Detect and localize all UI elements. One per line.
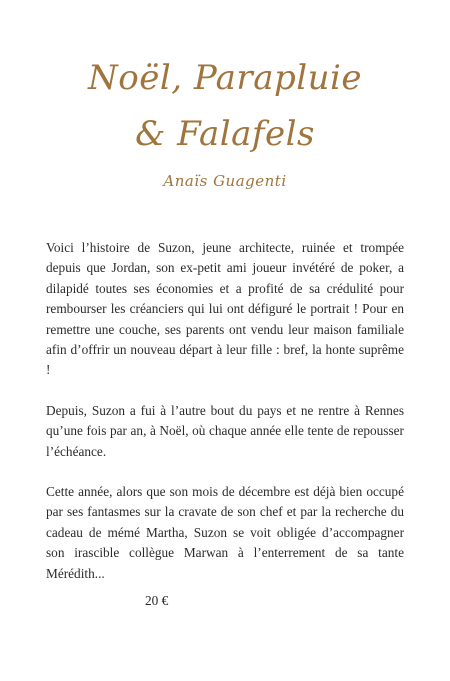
summary-paragraph-2: Depuis, Suzon a fui à l’autre bout du pays et ne rentre à Rennes qu’une fois par an, à Noël, où chaque année elle tente de repousser l’échéance. [46, 402, 404, 459]
book-title [0, 50, 450, 162]
price-label: 20 € [145, 593, 169, 608]
summary-paragraph-3: Cette année, alors que son mois de décembre est déjà bien occupé par ses fantasmes sur la cravate de son chef et par la recherche du cadeau de mémé Martha, Suzon se voit obligée d’accompagner son irascible collègue Marwan à l’enterrement de sa tante Mérédith... [46, 484, 404, 581]
summary-paragraph-1: Voici l’histoire de Suzon, jeune architecte, ruinée et trompée depuis que Jordan, son ex-petit ami joueur invétéré de poker, a dilapidé toutes ses économies et a profité de sa crédulité pour rembourser les créanciers qui lui ont défiguré le portrait ! Pour en remettre une couche, ses parents ont vendu leur maison familiale afin d’offrir un nouveau départ à leur fille : bref, la honte suprême ! [46, 240, 404, 378]
title-line-2: & Falafels [135, 114, 315, 154]
author-name: Anaïs Guagenti [163, 172, 287, 190]
book-summary [46, 238, 404, 604]
title-line-1: Noël, Parapluie [87, 58, 362, 98]
